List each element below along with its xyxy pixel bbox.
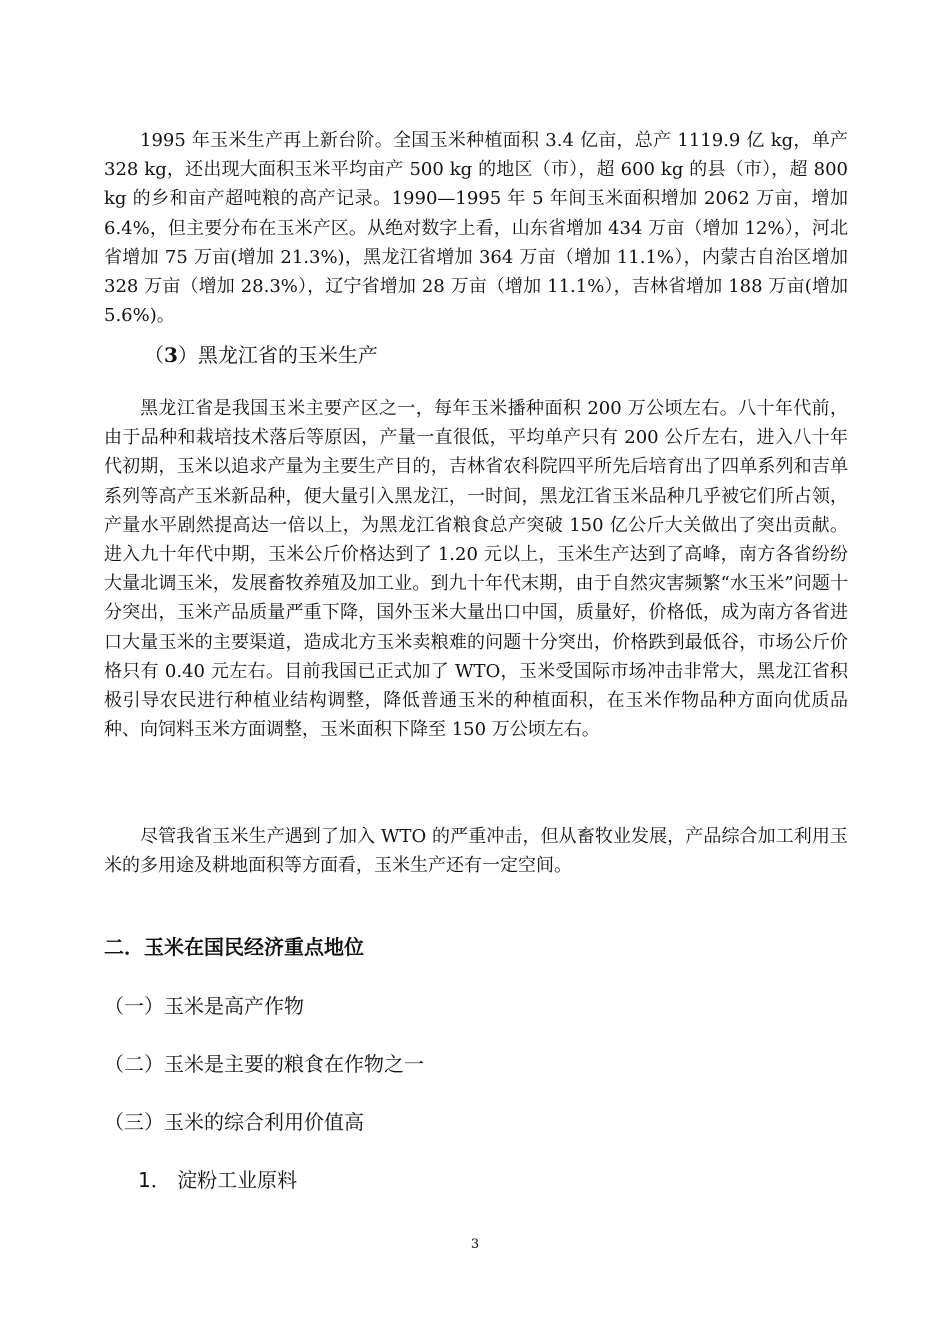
paragraph-1995-production: 1995 年玉米生产再上新台阶。全国玉米种植面积 3.4 亿亩，总产 1119.9 亿 kg，单产 328 kg，还出现大面积玉米平均亩产 500 kg 的地区（市），超 600 kg 的县（市），超 800 kg 的乡和亩产超吨粮的高产记录。1990—1995 年 5 年间玉米面积增加 2062 万亩，增加 6.4%，但主要分布在玉米产区。从绝对数字上看，山东省增加 434 万亩（增加 12%），河北省增加 75 万亩(增加 21.3%)，黑龙江省增加 364 万亩（增加 11.1%），内蒙古自治区增加 328 万亩（增加 28.3%），辽宁省增加 28 万亩（增加 11.1%），吉林省增加 188 万亩(增加 5.6%)。 — [104, 130, 848, 327]
subheading-text: ）黑龙江省的玉米生产 — [177, 343, 378, 367]
outline-subitem-starch-industry: 1． 淀粉工业原料 — [138, 1168, 298, 1192]
subheading-open-bracket: （ — [144, 343, 164, 367]
section-heading-economic-status: 二．玉米在国民经济重点地位 — [104, 935, 364, 959]
outline-item-main-grain: （二）玉米是主要的粮食在作物之一 — [104, 1052, 424, 1076]
paragraph-wto-outlook: 尽管我省玉米生产遇到了加入 WTO 的严重冲击，但从畜牧业发展，产品综合加工利用玉米的多用途及耕地面积等方面看，玉米生产还有一定空间。 — [104, 826, 848, 877]
subheading-heilongjiang-corn — [144, 339, 378, 371]
paragraph-heilongjiang-history: 黑龙江省是我国玉米主要产区之一，每年玉米播种面积 200 万公顷左右。八十年代前，由于品种和栽培技术落后等原因，产量一直很低，平均单产只有 200 公斤左右，进入八十年代初期，玉米以追求产量为主要生产目的，吉林省农科院四平所先后培育出了四单系列和吉单系列等高产玉米新品种，便大量引入黑龙江，一时间，黑龙江省玉米品种几乎被它们所占领，产量水平剧然提高达一倍以上，为黑龙江省粮食总产突破 150 亿公斤大关做出了突出贡献。进入九十年代中期，玉米公斤价格达到了 1.20 元以上，玉米生产达到了高峰，南方各省纷纷大量北调玉米，发展畜牧养殖及加工业。到九十年代末期，由于自然灾害频繁“水玉米”问题十分突出，玉米产品质量严重下降，国外玉米大量出口中国，质量好，价格低，成为南方各省进口大量玉米的主要渠道，造成北方玉米卖粮难的问题十分突出，价格跌到最低谷，市场公斤价格只有 0.40 元左右。目前我国已正式加了 WTO，玉米受国际市场冲击非常大，黑龙江省积极引导农民进行种植业结构调整，降低普通玉米的种植面积，在玉米作物品种方面向优质品种、向饲料玉米方面调整，玉米面积下降至 150 万公顷左右。 — [104, 398, 848, 741]
outline-item-utilization-value: （三）玉米的综合利用价值高 — [104, 1110, 364, 1134]
subheading-number: 3 — [164, 343, 178, 367]
page-number: 3 — [470, 1237, 480, 1252]
outline-item-high-yield: （一）玉米是高产作物 — [104, 994, 304, 1018]
